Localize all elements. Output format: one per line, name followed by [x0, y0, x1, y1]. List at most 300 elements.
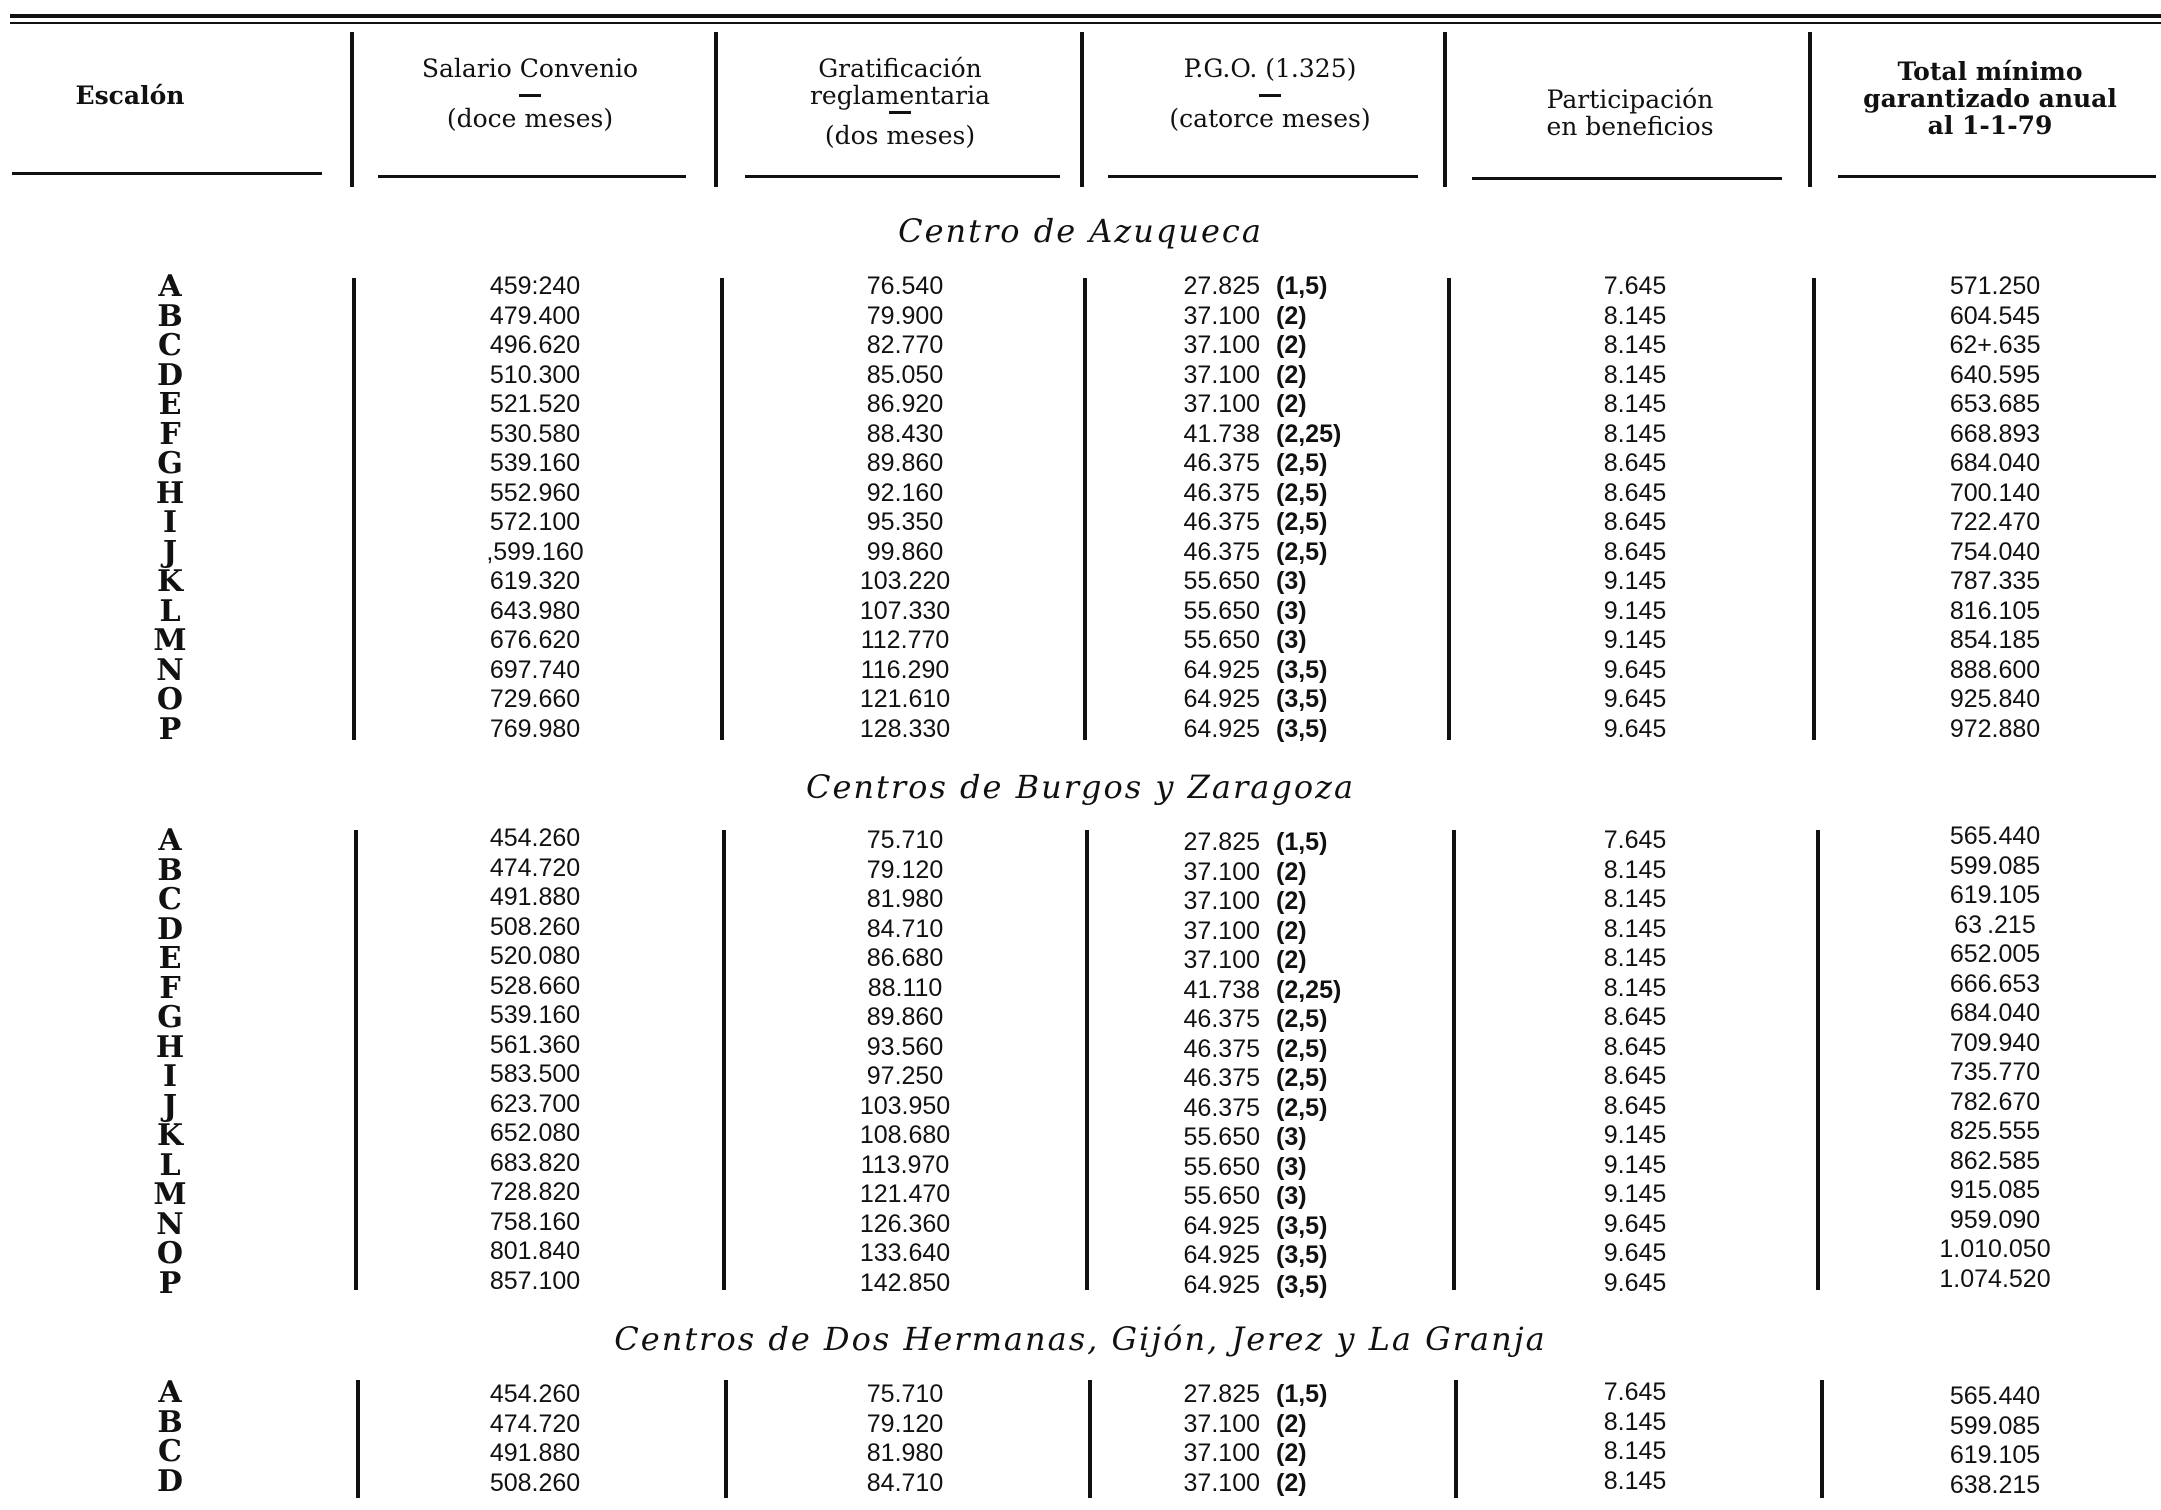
cell-value: 508.260 [489, 1468, 581, 1497]
cell-value: 1.074.520 [1939, 1264, 2051, 1293]
pgo-row [1150, 626, 1341, 656]
cell-value: D [156, 357, 183, 393]
section-title: Centro de Azuqueca [898, 212, 1263, 250]
cell-value: 619.105 [1949, 881, 2041, 909]
pgo-row [1150, 946, 1341, 976]
pgo-row [1150, 1410, 1327, 1440]
cell-value: O [156, 1236, 184, 1271]
column-divider [1816, 830, 1820, 1290]
cell-value: 619.105 [1949, 1441, 2041, 1469]
column-divider [1088, 1380, 1092, 1498]
cell-value: 8.145 [1603, 914, 1667, 943]
cell-value: 508.260 [489, 912, 581, 941]
cell-value: C [158, 882, 182, 917]
header-underline [1108, 175, 1418, 178]
cell-value: 496.620 [489, 331, 581, 359]
pgo-amount: 27.825 [1183, 1380, 1260, 1408]
pgo-amount: 46.375 [1183, 1034, 1260, 1063]
pgo-row [1150, 1182, 1341, 1212]
cell-value: 599.085 [1949, 1411, 2041, 1440]
cell-value: L [159, 1147, 181, 1183]
cell-value: 801.840 [489, 1237, 581, 1265]
cell-value: 599.085 [1949, 851, 2041, 880]
pgo-factor: (2,5) [1276, 1064, 1328, 1092]
column-divider [720, 278, 724, 740]
column-divider [1454, 1380, 1458, 1498]
cell-value: A [158, 823, 182, 858]
cell-value: 972.880 [1949, 714, 2041, 743]
header-divider [350, 32, 354, 187]
cell-value: 652.005 [1949, 940, 2041, 968]
cell-value: M [153, 623, 187, 658]
pgo-row [1150, 828, 1341, 858]
pgo-amount: 46.375 [1183, 1064, 1260, 1092]
pgo-amount: 55.650 [1183, 626, 1260, 654]
pgo-amount: 46.375 [1183, 537, 1260, 566]
pgo-amount: 55.650 [1183, 1123, 1260, 1151]
header-pgo-sub: (catorce meses) [1169, 104, 1371, 133]
pgo-amount: 55.650 [1183, 1152, 1260, 1181]
cell-value: 758.160 [489, 1207, 581, 1236]
pgo-factor: (2,5) [1276, 537, 1328, 566]
cell-value: 9.145 [1603, 1180, 1667, 1208]
cell-value: J [162, 1088, 178, 1124]
pgo-amount: 46.375 [1183, 449, 1260, 477]
top-rule-thin [10, 22, 2161, 24]
pgo-row [1150, 685, 1341, 715]
cell-value: 754.040 [1949, 537, 2041, 566]
cell-value: I [162, 505, 178, 540]
pgo-amount: 37.100 [1183, 1409, 1260, 1438]
pgo-amount: 55.650 [1183, 596, 1260, 625]
pgo-row [1150, 390, 1341, 420]
cell-value: B [157, 852, 183, 888]
cell-value: 8.645 [1603, 508, 1667, 536]
cell-value: 121.470 [859, 1180, 951, 1208]
cell-value: H [155, 1029, 185, 1065]
cell-value: 684.040 [1949, 449, 2041, 477]
cell-value: 454.260 [489, 1380, 581, 1408]
header-divider [1808, 32, 1812, 187]
cell-value: 510.300 [489, 360, 581, 389]
cell-value: J [162, 534, 178, 570]
pgo-row [1150, 887, 1341, 917]
cell-value: 479.400 [489, 301, 581, 330]
cell-value: A [158, 269, 182, 304]
pgo-factor: (2,25) [1276, 975, 1342, 1004]
cell-value: 88.430 [866, 419, 944, 448]
cell-value: 9.645 [1603, 714, 1667, 743]
pgo-row [1150, 302, 1341, 332]
cell-value: 709.940 [1949, 1028, 2041, 1057]
pgo-factor: (2) [1276, 1468, 1307, 1497]
column-divider [1812, 278, 1816, 740]
pgo-amount: 64.925 [1183, 1211, 1260, 1240]
cell-value: 8.145 [1603, 944, 1667, 972]
cell-value: 8.645 [1603, 478, 1667, 507]
pgo-amount: 37.100 [1183, 360, 1260, 389]
cell-value: 86.920 [866, 390, 944, 418]
column-divider [354, 830, 358, 1290]
escalon-letters [150, 823, 190, 1301]
cell-value: 88.110 [867, 973, 943, 1002]
total-values [1880, 272, 2110, 744]
pgo-values [1150, 828, 1341, 1300]
cell-value: 126.360 [859, 1209, 951, 1238]
pgo-row [1150, 1439, 1327, 1469]
pgo-row [1150, 508, 1341, 538]
cell-value: 9.145 [1603, 1150, 1667, 1179]
cell-value: 8.145 [1603, 331, 1667, 359]
cell-value: 9.145 [1603, 1121, 1667, 1149]
pgo-factor: (2,5) [1276, 1093, 1328, 1122]
cell-value: 1.010.050 [1939, 1235, 2051, 1263]
header-underline [378, 175, 686, 178]
cell-value: 9.645 [1603, 1209, 1667, 1238]
pgo-amount: 46.375 [1183, 478, 1260, 507]
pgo-row [1150, 976, 1341, 1006]
cell-value: 8.645 [1603, 1032, 1667, 1061]
cell-value: 619.320 [489, 567, 581, 595]
cell-value: 95.350 [866, 508, 944, 536]
pgo-amount: 64.925 [1183, 685, 1260, 713]
cell-value: 84.710 [866, 1468, 944, 1497]
cell-value: 99.860 [866, 537, 944, 566]
cell-value: E [158, 941, 182, 976]
cell-value: 133.640 [859, 1239, 951, 1267]
pgo-row [1150, 715, 1341, 745]
pgo-factor: (2,5) [1276, 449, 1328, 477]
pgo-amount: 37.100 [1183, 1468, 1260, 1497]
cell-value: 8.145 [1603, 885, 1667, 913]
cell-value: P [158, 711, 182, 747]
cell-value: 782.670 [1949, 1087, 2041, 1116]
pgo-amount: 37.100 [1183, 887, 1260, 915]
cell-value: 571.250 [1949, 272, 2041, 300]
cell-value: 8.645 [1603, 1003, 1667, 1031]
cell-value: 684.040 [1949, 999, 2041, 1027]
cell-value: 653.685 [1949, 390, 2041, 418]
cell-value: 8.645 [1603, 537, 1667, 566]
section-title: Centros de Dos Hermanas, Gijón, Jerez y La Granja [614, 1320, 1547, 1358]
cell-value: 888.600 [1949, 655, 2041, 684]
pgo-factor: (3) [1276, 1182, 1307, 1210]
pgo-factor: (3) [1276, 1123, 1307, 1151]
cell-value: 7.645 [1603, 272, 1667, 300]
cell-value: 86.680 [866, 944, 944, 972]
column-divider [1085, 830, 1089, 1290]
column-divider [356, 1380, 360, 1498]
pgo-row [1150, 1005, 1341, 1035]
cell-value: 769.980 [489, 714, 581, 743]
cell-value: 75.710 [866, 826, 944, 854]
cell-value: 565.440 [1949, 1382, 2041, 1410]
cell-value: 539.160 [489, 1001, 581, 1029]
cell-value: 722.470 [1949, 508, 2041, 536]
pgo-row [1150, 1035, 1341, 1065]
cell-value: O [156, 682, 184, 717]
cell-value: G [157, 446, 183, 481]
pgo-row [1150, 479, 1341, 509]
cell-value: 81.980 [866, 885, 944, 913]
cell-value: 8.145 [1603, 1466, 1667, 1495]
cell-value: 925.840 [1949, 685, 2041, 713]
pgo-factor: (1,5) [1276, 1380, 1328, 1408]
header-salario-sub: (doce meses) [446, 104, 614, 133]
pgo-values [1150, 1380, 1327, 1498]
cell-value: E [158, 387, 182, 422]
pgo-amount: 37.100 [1183, 946, 1260, 974]
cell-value: 459:240 [489, 272, 581, 300]
pgo-factor: (3,5) [1276, 714, 1328, 743]
cell-value: 9.145 [1603, 567, 1667, 595]
cell-value: F [159, 970, 181, 1006]
column-divider [1083, 278, 1087, 740]
cell-value: 8.645 [1603, 1091, 1667, 1120]
cell-value: 816.105 [1949, 596, 2041, 625]
pgo-row [1150, 656, 1341, 686]
top-rule-thick [10, 14, 2161, 18]
cell-value: 520.080 [489, 942, 581, 970]
header-total [1830, 58, 2150, 139]
cell-value: 643.980 [489, 596, 581, 625]
pgo-row [1150, 567, 1341, 597]
gratificacion-values [790, 826, 1020, 1298]
cell-value: 75.710 [866, 1380, 944, 1408]
cell-value: 530.580 [489, 419, 581, 448]
pgo-factor: (3) [1276, 1152, 1307, 1181]
cell-value: G [157, 1000, 183, 1035]
header-total-title1: Total mínimo [1897, 57, 2083, 86]
cell-value: 700.140 [1949, 478, 2041, 507]
cell-value: 640.595 [1949, 360, 2041, 389]
cell-value: 676.620 [489, 626, 581, 654]
pgo-amount: 55.650 [1183, 1182, 1260, 1210]
pgo-amount: 37.100 [1183, 857, 1260, 886]
cell-value: 454.260 [489, 824, 581, 852]
cell-value: C [158, 1434, 182, 1469]
cell-value: 103.220 [859, 567, 951, 595]
column-divider [352, 278, 356, 740]
cell-value: 915.085 [1949, 1176, 2041, 1204]
salario-values [420, 272, 650, 744]
cell-value: 604.545 [1949, 301, 2041, 330]
cell-value: 854.185 [1949, 626, 2041, 654]
cell-value: 76.540 [866, 272, 944, 300]
escalon-letters [150, 1375, 190, 1499]
gratificacion-values [790, 272, 1020, 744]
header-divider [714, 32, 718, 187]
cell-value: 7.645 [1603, 1378, 1667, 1406]
pgo-factor: (2) [1276, 857, 1307, 886]
cell-value: 97.250 [866, 1062, 944, 1090]
pgo-factor: (2,5) [1276, 1005, 1328, 1033]
pgo-factor: (2,5) [1276, 1034, 1328, 1063]
header-pgo-title: P.G.O. (1.325) [1183, 54, 1357, 83]
column-divider [722, 830, 726, 1290]
cell-value: 8.145 [1603, 301, 1667, 330]
column-divider [1820, 1380, 1824, 1498]
pgo-factor: (2) [1276, 887, 1307, 915]
cell-value: 857.100 [489, 1266, 581, 1295]
cell-value: 528.660 [489, 971, 581, 1000]
pgo-amount: 41.738 [1183, 419, 1260, 448]
cell-value: 652.080 [489, 1119, 581, 1147]
cell-value: 128.330 [859, 714, 951, 743]
cell-value: 666.653 [1949, 969, 2041, 998]
pgo-amount: 64.925 [1183, 1270, 1260, 1299]
column-divider [1447, 278, 1451, 740]
cell-value: 474.720 [489, 1409, 581, 1438]
cell-value: N [156, 652, 184, 688]
pgo-factor: (2,5) [1276, 508, 1328, 536]
cell-value: 552.960 [489, 478, 581, 507]
cell-value: 9.645 [1603, 1268, 1667, 1297]
header-gratificacion-title2: reglamentaria [809, 81, 991, 110]
salario-values [420, 824, 650, 1296]
header-salario [370, 55, 690, 132]
cell-value: 8.145 [1603, 1407, 1667, 1436]
pgo-amount: 27.825 [1183, 828, 1260, 856]
cell-value: 81.980 [866, 1439, 944, 1467]
cell-value: 959.090 [1949, 1205, 2041, 1234]
pgo-row [1150, 917, 1341, 947]
total-values [1880, 1382, 2110, 1500]
cell-value: L [159, 593, 181, 629]
pgo-amount: 27.825 [1183, 272, 1260, 300]
cell-value: 668.893 [1949, 419, 2041, 448]
participacion-values [1520, 1378, 1750, 1496]
cell-value: M [153, 1177, 187, 1212]
cell-value: 93.560 [866, 1032, 944, 1061]
pgo-amount: 37.100 [1183, 331, 1260, 359]
total-values [1880, 822, 2110, 1294]
escalon-letters [150, 269, 190, 747]
pgo-row [1150, 420, 1341, 450]
cell-value: 8.145 [1603, 973, 1667, 1002]
pgo-row [1150, 1094, 1341, 1124]
cell-value: 84.710 [866, 914, 944, 943]
cell-value: 8.645 [1603, 449, 1667, 477]
cell-value: 112.770 [860, 626, 950, 654]
pgo-factor: (2) [1276, 360, 1307, 389]
pgo-row [1150, 449, 1341, 479]
pgo-factor: (2) [1276, 916, 1307, 945]
pgo-factor: (2) [1276, 331, 1307, 359]
cell-value: 142.850 [859, 1268, 951, 1297]
pgo-row [1150, 1271, 1341, 1301]
pgo-amount: 55.650 [1183, 567, 1260, 595]
cell-value: 8.145 [1603, 855, 1667, 884]
cell-value: 9.645 [1603, 655, 1667, 684]
cell-value: 491.880 [489, 1439, 581, 1467]
participacion-values [1520, 272, 1750, 744]
header-dash [519, 94, 541, 97]
pgo-row [1150, 858, 1341, 888]
cell-value: 79.120 [866, 1409, 944, 1438]
participacion-values [1520, 826, 1750, 1298]
pgo-row [1150, 538, 1341, 568]
cell-value: 9.645 [1603, 1239, 1667, 1267]
cell-value: 735.770 [1949, 1058, 2041, 1086]
cell-value: K [156, 564, 184, 599]
header-pgo [1110, 55, 1430, 132]
cell-value: 8.145 [1603, 419, 1667, 448]
pgo-row [1150, 361, 1341, 391]
pgo-row [1150, 1153, 1341, 1183]
header-underline [1838, 175, 2156, 178]
cell-value: 561.360 [489, 1030, 581, 1059]
cell-value: 79.120 [866, 855, 944, 884]
cell-value: 8.645 [1603, 1062, 1667, 1090]
header-participacion [1470, 86, 1790, 140]
cell-value: 491.880 [489, 883, 581, 911]
pgo-amount: 64.925 [1183, 655, 1260, 684]
cell-value: ,599.160 [486, 537, 584, 566]
pgo-row [1150, 331, 1341, 361]
header-participacion-title2: en beneficios [1546, 112, 1714, 141]
cell-value: N [156, 1206, 184, 1242]
header-underline [1472, 177, 1782, 180]
cell-value: 82.770 [866, 331, 944, 359]
pgo-factor: (2) [1276, 1439, 1307, 1467]
cell-value: F [159, 416, 181, 452]
pgo-amount: 64.925 [1183, 714, 1260, 743]
cell-value: 7.645 [1603, 826, 1667, 854]
cell-value: 572.100 [489, 508, 581, 536]
cell-value: 121.610 [859, 685, 951, 713]
cell-value: A [158, 1375, 182, 1410]
pgo-amount: 64.925 [1183, 1241, 1260, 1269]
cell-value: 9.145 [1603, 596, 1667, 625]
pgo-row [1150, 1212, 1341, 1242]
pgo-factor: (3,5) [1276, 1270, 1328, 1299]
pgo-factor: (3,5) [1276, 1241, 1328, 1269]
pgo-row [1150, 1123, 1341, 1153]
cell-value: 697.740 [489, 655, 581, 684]
header-dash [1259, 94, 1281, 97]
header-underline [745, 175, 1060, 178]
pgo-factor: (3,5) [1276, 685, 1328, 713]
pgo-row [1150, 1469, 1327, 1499]
cell-value: 862.585 [1949, 1146, 2041, 1175]
cell-value: D [156, 1463, 183, 1499]
pgo-factor: (2) [1276, 946, 1307, 974]
cell-value: C [158, 328, 182, 363]
cell-value: 474.720 [489, 853, 581, 882]
cell-value: 683.820 [489, 1148, 581, 1177]
cell-value: 8.145 [1603, 360, 1667, 389]
cell-value: 638.215 [1949, 1470, 2041, 1499]
pgo-row [1150, 597, 1341, 627]
pgo-amount: 37.100 [1183, 390, 1260, 418]
pgo-values [1150, 272, 1341, 744]
header-gratificacion-sub: (dos meses) [824, 121, 976, 150]
pgo-row [1150, 1241, 1341, 1271]
cell-value: K [156, 1118, 184, 1153]
header-divider [1443, 32, 1447, 187]
header-underline [12, 172, 322, 175]
cell-value: 103.950 [859, 1091, 951, 1120]
pgo-amount: 37.100 [1183, 916, 1260, 945]
cell-value: 623.700 [489, 1089, 581, 1118]
cell-value: 9.645 [1603, 685, 1667, 713]
cell-value: 729.660 [489, 685, 581, 713]
header-salario-title: Salario Convenio [421, 54, 639, 83]
header-escalon: Escalón [75, 81, 185, 110]
cell-value: 63 .215 [1954, 910, 2036, 939]
pgo-factor: (3) [1276, 567, 1307, 595]
